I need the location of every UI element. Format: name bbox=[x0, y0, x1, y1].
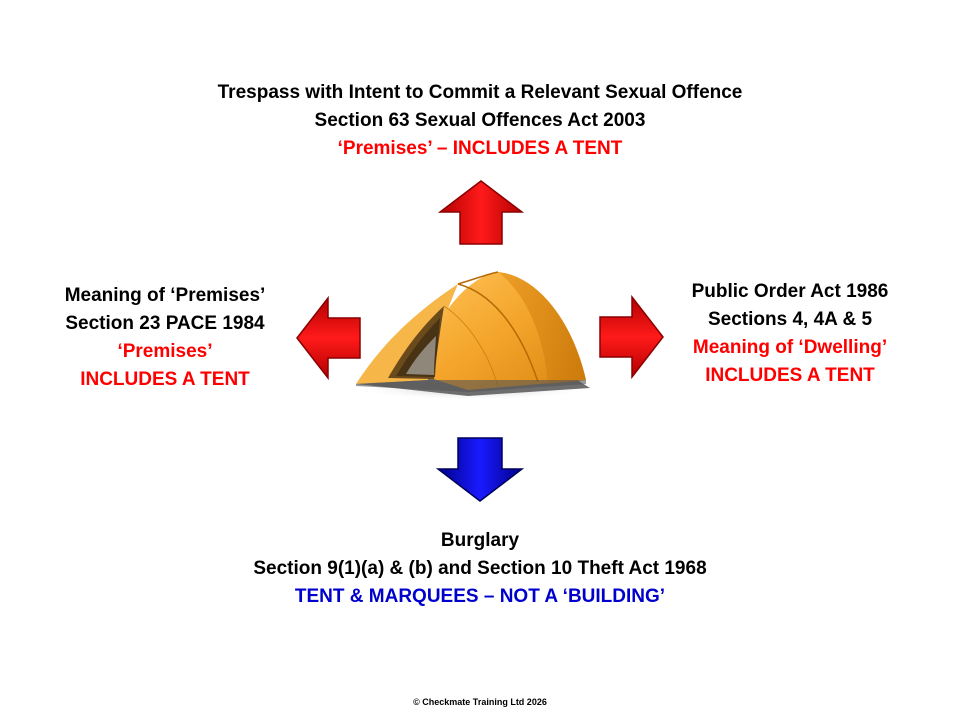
bottom-title: Burglary bbox=[440, 530, 520, 551]
top-note: ‘Premises’ – INCLUDES A TENT bbox=[337, 138, 623, 159]
left-note-2: INCLUDES A TENT bbox=[80, 369, 250, 390]
tent-icon bbox=[348, 262, 598, 402]
bottom-note: TENT & MARQUEES – NOT A ‘BUILDING’ bbox=[294, 586, 666, 607]
right-subtitle: Sections 4, 4A & 5 bbox=[707, 309, 873, 330]
right-title: Public Order Act 1986 bbox=[691, 281, 889, 302]
left-subtitle: Section 23 PACE 1984 bbox=[65, 313, 265, 334]
right-note-2: INCLUDES A TENT bbox=[705, 365, 875, 386]
top-text-block bbox=[130, 79, 830, 163]
arrow-up-icon bbox=[438, 180, 524, 246]
top-subtitle: Section 63 Sexual Offences Act 2003 bbox=[314, 110, 646, 131]
arrow-down-icon bbox=[436, 436, 524, 502]
left-title: Meaning of ‘Premises’ bbox=[64, 285, 266, 306]
copyright-footer: © Checkmate Training Ltd 2026 bbox=[413, 697, 547, 707]
arrow-right-icon bbox=[598, 295, 664, 379]
left-note-1: ‘Premises’ bbox=[117, 341, 213, 362]
bottom-subtitle: Section 9(1)(a) & (b) and Section 10 Theft Act 1968 bbox=[253, 558, 707, 579]
right-note-1: Meaning of ‘Dwelling’ bbox=[692, 337, 888, 358]
top-title: Trespass with Intent to Commit a Relevant Sexual Offence bbox=[217, 82, 743, 103]
right-text-block bbox=[640, 278, 940, 390]
bottom-text-block bbox=[130, 527, 830, 611]
left-text-block bbox=[20, 282, 310, 394]
